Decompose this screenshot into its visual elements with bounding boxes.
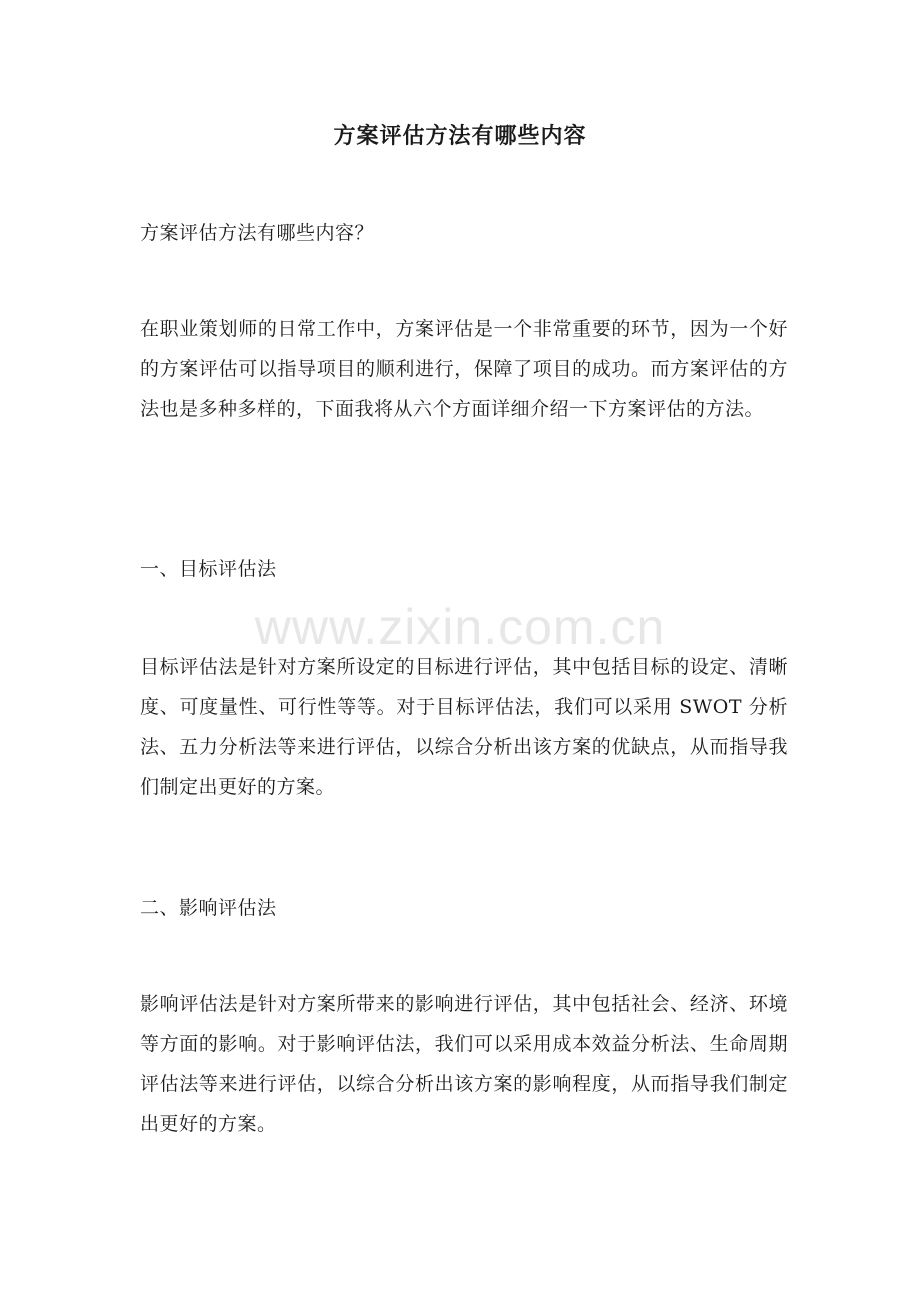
intro-paragraph: 在职业策划师的日常工作中，方案评估是一个非常重要的环节，因为一个好的方案评估可以指导项目的顺利进行，保障了项目的成功。而方案评估的方法也是多种多样的，下面我将从六个方面详细介绍一下方案评估的方法。 bbox=[140, 318, 788, 420]
document-subtitle: 方案评估方法有哪些内容？ bbox=[140, 222, 375, 244]
section-body-2: 影响评估法是针对方案所带来的影响进行评估，其中包括社会、经济、环境等方面的影响。对于影响评估法，我们可以采用成本效益分析法、生命周期评估法等来进行评估，以综合分析出该方案的影响程度，从而指导我们制定出更好的方案。 bbox=[140, 993, 788, 1135]
watermark: www.zixin.com.cn bbox=[254, 599, 666, 655]
document-title: 方案评估方法有哪些内容 bbox=[333, 123, 587, 149]
section-heading-2: 二、影响评估法 bbox=[140, 897, 277, 919]
section-body-1: 目标评估法是针对方案所设定的目标进行评估，其中包括目标的设定、清晰度、可度量性、可行性等等。对于目标评估法，我们可以采用 SWOT 分析法、五力分析法等来进行评估，以综合分析出该方案的优缺点，从而指导我们制定出更好的方案。 bbox=[140, 656, 788, 798]
section-heading-1: 一、目标评估法 bbox=[140, 558, 277, 580]
